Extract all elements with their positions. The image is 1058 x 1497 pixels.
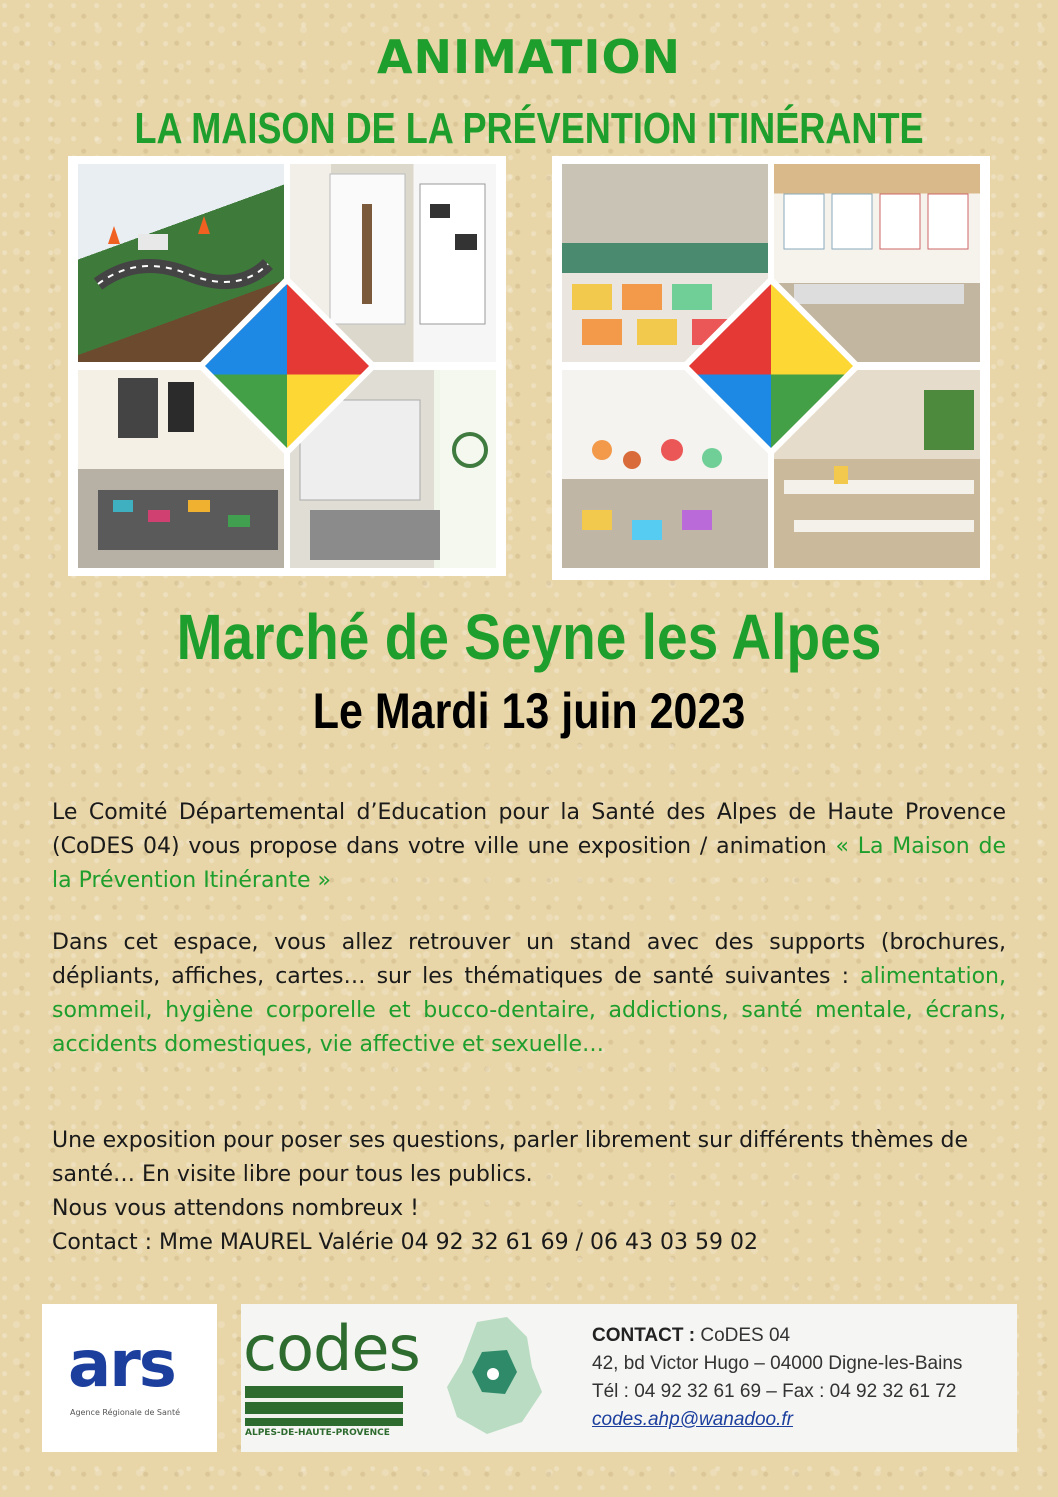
codes-wordmark: codes [243, 1312, 420, 1385]
themes-paragraph [52, 926, 1006, 1062]
contact-email-link[interactable]: codes.ahp@wanadoo.fr [592, 1409, 793, 1430]
contact-label: CONTACT : [592, 1325, 696, 1346]
ars-wordmark: ars [68, 1328, 175, 1402]
department-map-icon [437, 1312, 547, 1442]
closing-line-1: Une exposition pour poser ses questions, parler librement sur différents thèmes de santé… En visite libre pour tous les publics. [52, 1128, 969, 1187]
contact-heading [592, 1322, 962, 1350]
contact-address: 42, bd Victor Hugo – 04000 Digne-les-Bains [592, 1353, 963, 1374]
poster-subtitle: LA MAISON DE LA PRÉVENTION ITINÉRANTE [134, 104, 924, 153]
intro-highlight: « La Maison de la Prévention Itinérante » [52, 834, 1006, 893]
codes-tagline: ALPES-DE-HAUTE-PROVENCE [245, 1428, 390, 1438]
poster-title: ANIMATION [376, 30, 682, 84]
intro-paragraph [52, 796, 1006, 898]
intro-text: Le Comité Départemental d’Education pour la Santé des Alpes de Haute Provence (CoDES 04) vous propose dans votre ville une exposition / animation [52, 800, 1006, 859]
codes-stripes [245, 1386, 403, 1426]
photo-collage-left [68, 156, 506, 576]
contact-org: CoDES 04 [695, 1325, 791, 1346]
closing-paragraph [52, 1124, 1006, 1260]
photo-collage-right [552, 156, 990, 580]
themes-list: alimentation, sommeil, hygiène corporelle et bucco-dentaire, addictions, santé mentale, écrans, accidents domestiques, vie affective et sexuelle… [52, 964, 1006, 1057]
event-date: Le Mardi 13 juin 2023 [312, 683, 746, 739]
themes-text: Dans cet espace, vous allez retrouver un stand avec des supports (brochures, dépliants, affiches, cartes… sur les thématiques de santé suivantes : [52, 930, 1006, 989]
ars-caption: Agence Régionale de Santé [70, 1408, 181, 1417]
event-name: Marché de Seyne les Alpes [176, 601, 882, 673]
closing-line-3: Contact : Mme MAUREL Valérie 04 92 32 61 69 / 06 43 03 59 02 [52, 1230, 758, 1255]
contact-phones: Tél : 04 92 32 61 69 – Fax : 04 92 32 61 72 [592, 1381, 957, 1402]
ars-logo [42, 1304, 217, 1452]
closing-line-2: Nous vous attendons nombreux ! [52, 1196, 419, 1221]
contact-details [592, 1322, 962, 1434]
